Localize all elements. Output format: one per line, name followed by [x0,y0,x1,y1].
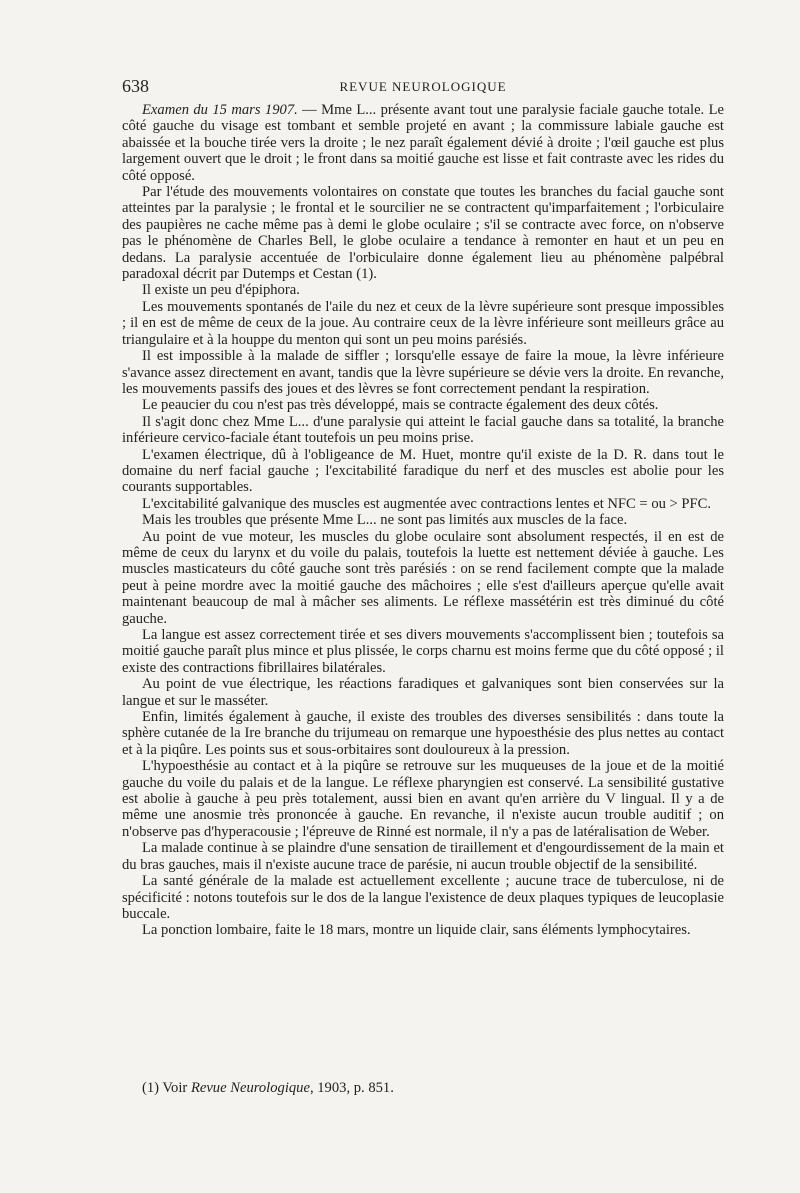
article-body [122,102,724,939]
paragraph: La santé générale de la malade est actuellement excellente ; aucune trace de tuberculose, ni de spécificité : notons toutefois sur le dos de la langue l'existence de deux plaques typiques de leucoplasie buccale. [122,873,724,922]
running-head: REVUE NEUROLOGIQUE [339,79,507,94]
paragraph: Enfin, limités également à gauche, il existe des troubles des diverses sensibilités : dans toute la sphère cutanée de la Ire branche du trijumeau on remarque une hypoesthésie des plus nettes au contact et à la piqûre. Les points sus et sous-orbitaires sont douloureux à la pression. [122,709,724,758]
paragraph: La ponction lombaire, faite le 18 mars, montre un liquide clair, sans éléments lymphocytaires. [142,922,691,939]
paragraph [122,102,724,184]
paragraph: Par l'étude des mouvements volontaires on constate que toutes les branches du facial gauche sont atteintes par la paralysie ; le frontal et le sourcilier ne se contractent qu'imparfaitement ; l'orbiculaire des paupières ne cache même pas à demi le globe oculaire ; s'il se contracte avec force, on n'observe pas le phénomène de Charles Bell, le globe oculaire a tendance à remonter en haut et un peu en dedans. La paralysie accentuée de l'orbiculaire donne également lieu au phénomène palpébral paradoxal décrit par Dutemps et Cestan (1). [122,184,724,283]
paragraph: Au point de vue moteur, les muscles du globe oculaire sont absolument respectés, il en est de même de ceux du larynx et du voile du palais, toutefois la luette est nettement déviée à gauche. Les muscles masticateurs du côté gauche sont très parésiés : on se rend facilement compte que la malade peut à peine mordre avec la moitié gauche des mâchoires ; elle s'est d'ailleurs aperçue qu'elle avait maintenant beaucoup de mal à mâcher ses aliments. Le réflexe massétérin est très diminué du côté gauche. [122,528,724,627]
page-number: 638 [122,76,149,96]
paragraph: La langue est assez correctement tirée et ses divers mouvements s'accomplissent bien ; toutefois sa moitié gauche paraît plus mince et plus plissée, le corps charnu est moins ferme que du côté opposé ; il existe des contractions fibrillaires bilatérales. [122,627,724,676]
footnote-marker: (1) Voir [142,1080,188,1096]
paragraph: L'hypoesthésie au contact et à la piqûre se retrouve sur les muqueuses de la joue et de la moitié gauche du voile du palais et de la langue. Le réflexe pharyngien est conservé. La sensibilité gustative est abolie à gauche à peu près totalement, aussi bien en avant qu'en arrière du V lingual. Il y a de même une anosmie très prononcée à gauche. En revanche, il n'existe aucun trouble auditif ; on n'observe pas d'hyperacousie ; l'épreuve de Rinné est normale, il n'y a pas de latéralisation de Weber. [122,758,724,840]
paragraph-text: — Mme L... présente avant tout une paralysie faciale gauche totale. Le côté gauche du visage est tombant et semble projeté en avant ; la commissure labiale gauche est abaissée et la bouche tirée vers la droite ; le nez paraît également dévié à droite ; l'œil gauche est plus largement ouvert que le droit ; le front dans sa moitié gauche est lisse et fait contraste avec les rides du côté opposé. [122,102,724,184]
footnote-journal: Revue Neurologique [190,1080,310,1096]
paragraph: L'examen électrique, dû à l'obligeance de M. Huet, montre qu'il existe de la D. R. dans tout le domaine du nerf facial gauche ; l'excitabilité faradique du nerf et des muscles est abolie pour les courants supportables. [122,446,724,496]
paragraph: Mais les troubles que présente Mme L... ne sont pas limités aux muscles de la face. [142,512,628,529]
footnote-rest: , 1903, p. 851. [309,1080,394,1096]
page-header [122,76,724,100]
paragraph: Il est impossible à la malade de siffler ; lorsqu'elle essaye de faire la moue, la lèvre inférieure s'avance assez directement en avant, tandis que la lèvre supérieure se dévie vers la droite. En revanche, les mouvements passifs des joues et des lèvres se font correctement pendant la respiration. [122,348,724,397]
paragraph: Il existe un peu d'épiphora. [142,282,300,299]
exam-date: Examen du 15 mars 1907. [142,102,298,118]
paragraph: Le peaucier du cou n'est pas très développé, mais se contracte également des deux côtés. [142,397,659,414]
paragraph: Les mouvements spontanés de l'aile du nez et ceux de la lèvre supérieure sont presque impossibles ; il en est de même de ceux de la joue. Au contraire ceux de la lèvre inférieure sont meilleurs grâce au triangulaire et à la houppe du menton qui sont un peu moins parésiés. [122,298,724,348]
paragraph: La malade continue à se plaindre d'une sensation de tiraillement et d'engourdissement de la main et du bras gauches, mais il n'existe aucune trace de parésie, ni aucun trouble objectif de la sensibilité. [122,840,724,873]
footnote [142,1080,724,1096]
paragraph: L'excitabilité galvanique des muscles est augmentée avec contractions lentes et NFC = ou > PFC. [142,495,712,512]
paragraph: Au point de vue électrique, les réactions faradiques et galvaniques sont bien conservées sur la langue et sur le masséter. [122,676,724,709]
paragraph: Il s'agit donc chez Mme L... d'une paralysie qui atteint le facial gauche dans sa totalité, la branche inférieure cervico-faciale étant toutefois un peu moins prise. [122,413,724,447]
